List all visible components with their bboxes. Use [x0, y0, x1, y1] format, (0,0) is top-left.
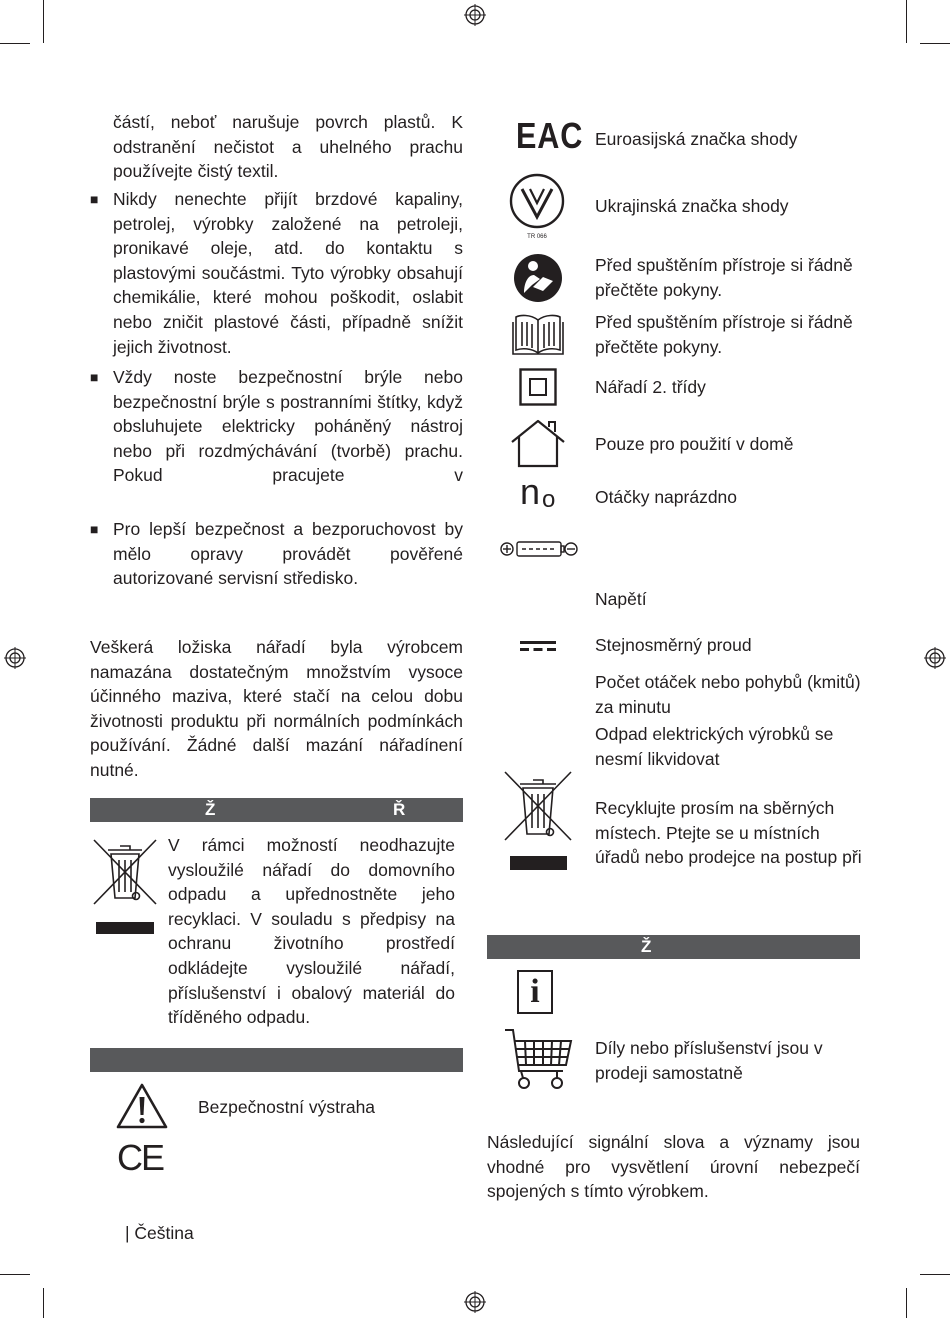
- symbol-text-indoor: Pouze pro použití v domě: [595, 434, 794, 454]
- symbol-text-weee2: Recyklujte prosím na sběrných místech. Ptejte se u místních úřadů nebo prodejce na postup při: [595, 798, 862, 868]
- crop-mark: [906, 1288, 907, 1318]
- bullet-text-fluids: Nikdy nenechte přijít brzdové kapaliny, petrolej, výrobky založené na petroleji, pronikavé oleje, atd. do kontaktu s plastovými součástmi. Tyto výrobky obsahují chemikálie, které mohou poškodit, oslabit nebo zničit plastové části, případně snížit jejich životnost.: [113, 189, 463, 357]
- crop-mark: [0, 43, 30, 44]
- battery-icon: [499, 538, 579, 560]
- bar-letter: Ž: [205, 800, 216, 819]
- symbols-section-bar: [90, 1048, 463, 1072]
- environment-text: V rámci možností neodhazujte vysloužilé nářadí do domovního odpadu a upřednostněte jeho recyklaci. V souladu s předpisy na ochranu životního prostředí odkládejte vysloužilé nářadí, příslušenství i obalový materiál do tříděného odpadu.: [168, 835, 455, 1028]
- symbol-text-no-load: Otáčky naprázdno: [595, 487, 738, 507]
- symbol-text-class2: Nářadí 2. třídy: [595, 377, 706, 397]
- symbol-text-read2: Před spuštěním přístroje si řádně přečtěte pokyny.: [595, 312, 853, 357]
- bullet-text-service: Pro lepší bezpečnost a bezporuchovost by mělo opravy provádět pověřené autorizované servisní středisko.: [113, 519, 463, 589]
- ukrainian-mark-caption: TR 066: [527, 234, 547, 240]
- bullet-marker: ■: [90, 369, 99, 385]
- crop-mark: [43, 1288, 44, 1318]
- crop-mark: [906, 0, 907, 43]
- bar-letter: Ř: [393, 800, 406, 819]
- open-book-icon: [512, 312, 564, 356]
- no-load-o: o: [542, 486, 556, 513]
- bar-letter: Ž: [641, 937, 652, 956]
- crop-mark: [920, 43, 950, 44]
- symbol-text-voltage: Napětí: [595, 589, 647, 609]
- symbol-text-read1: Před spuštěním přístroje si řádně přečtěte pokyny.: [595, 255, 853, 300]
- ce-mark-icon: CE: [117, 1137, 164, 1178]
- ukrainian-mark-icon: [508, 170, 566, 242]
- registration-mark-icon: [464, 1291, 486, 1313]
- symbol-text-rpm: Počet otáček nebo pohybů (kmitů) za minutu: [595, 672, 861, 717]
- bullet-marker: ■: [90, 191, 99, 207]
- info-section-bar: [487, 935, 860, 959]
- symbol-text-ua: Ukrajinská značka shody: [595, 196, 789, 216]
- warning-triangle-icon: [115, 1082, 169, 1130]
- registration-mark-icon: [464, 4, 486, 26]
- symbol-text-parts: Díly nebo příslušenství jsou v prodeji samostatně: [595, 1038, 823, 1083]
- shopping-cart-icon: [503, 1027, 573, 1093]
- crop-mark: [43, 0, 44, 43]
- symbol-text-dc: Stejnosměrný proud: [595, 635, 752, 655]
- crossed-bin-icon: [90, 834, 160, 938]
- registration-mark-icon: [4, 647, 26, 669]
- info-icon: i: [517, 970, 553, 1014]
- symbol-text-eac: Euroasijská značka shody: [595, 129, 798, 149]
- environment-section-bar: [90, 798, 463, 822]
- registration-mark-icon: [924, 647, 946, 669]
- safety-warning-label: Bezpečnostní výstraha: [198, 1097, 376, 1117]
- crossed-bin-icon: [502, 768, 574, 872]
- signal-words-paragraph: Následující signální slova a významy jsou vhodné pro vysvětlení úrovní nebezpečí spojených s tímto výrobkem.: [487, 1132, 860, 1202]
- direct-current-icon: [520, 641, 556, 653]
- lubrication-paragraph: Veškerá ložiska nářadí byla výrobcem namazána dostatečným množstvím vysoce účinného maziva, které stačí na celou dobu životnosti produktu při normálních podmínkách používání. Žádné další mazání nářadínení nutné.: [90, 637, 463, 780]
- indoor-house-icon: [508, 418, 568, 468]
- continued-paragraph: částí, neboť narušuje povrch plastů. K odstranění nečistot a uhelného prachu používejte čistý textil.: [113, 112, 463, 182]
- page-label: | Čeština: [125, 1223, 194, 1243]
- bullet-text-glasses: Vždy noste bezpečnostní brýle nebo bezpečnostní brýle s postranními štítky, když obsluhujete elektricky poháněný nástroj nebo při rozdmýchávání (tvorbě) prachu. Pokud pracujete v: [113, 367, 463, 486]
- crop-mark: [0, 1274, 30, 1275]
- no-load-n: n: [520, 471, 541, 512]
- class-2-double-square-icon: [519, 368, 557, 406]
- symbol-text-weee1: Odpad elektrických výrobků se nesmí likvidovat: [595, 724, 834, 769]
- eac-mark-icon: EAC: [516, 115, 584, 156]
- read-manual-person-icon: [513, 253, 563, 303]
- bullet-marker: ■: [90, 521, 99, 537]
- no-load-speed-icon: [520, 471, 560, 514]
- crop-mark: [920, 1274, 950, 1275]
